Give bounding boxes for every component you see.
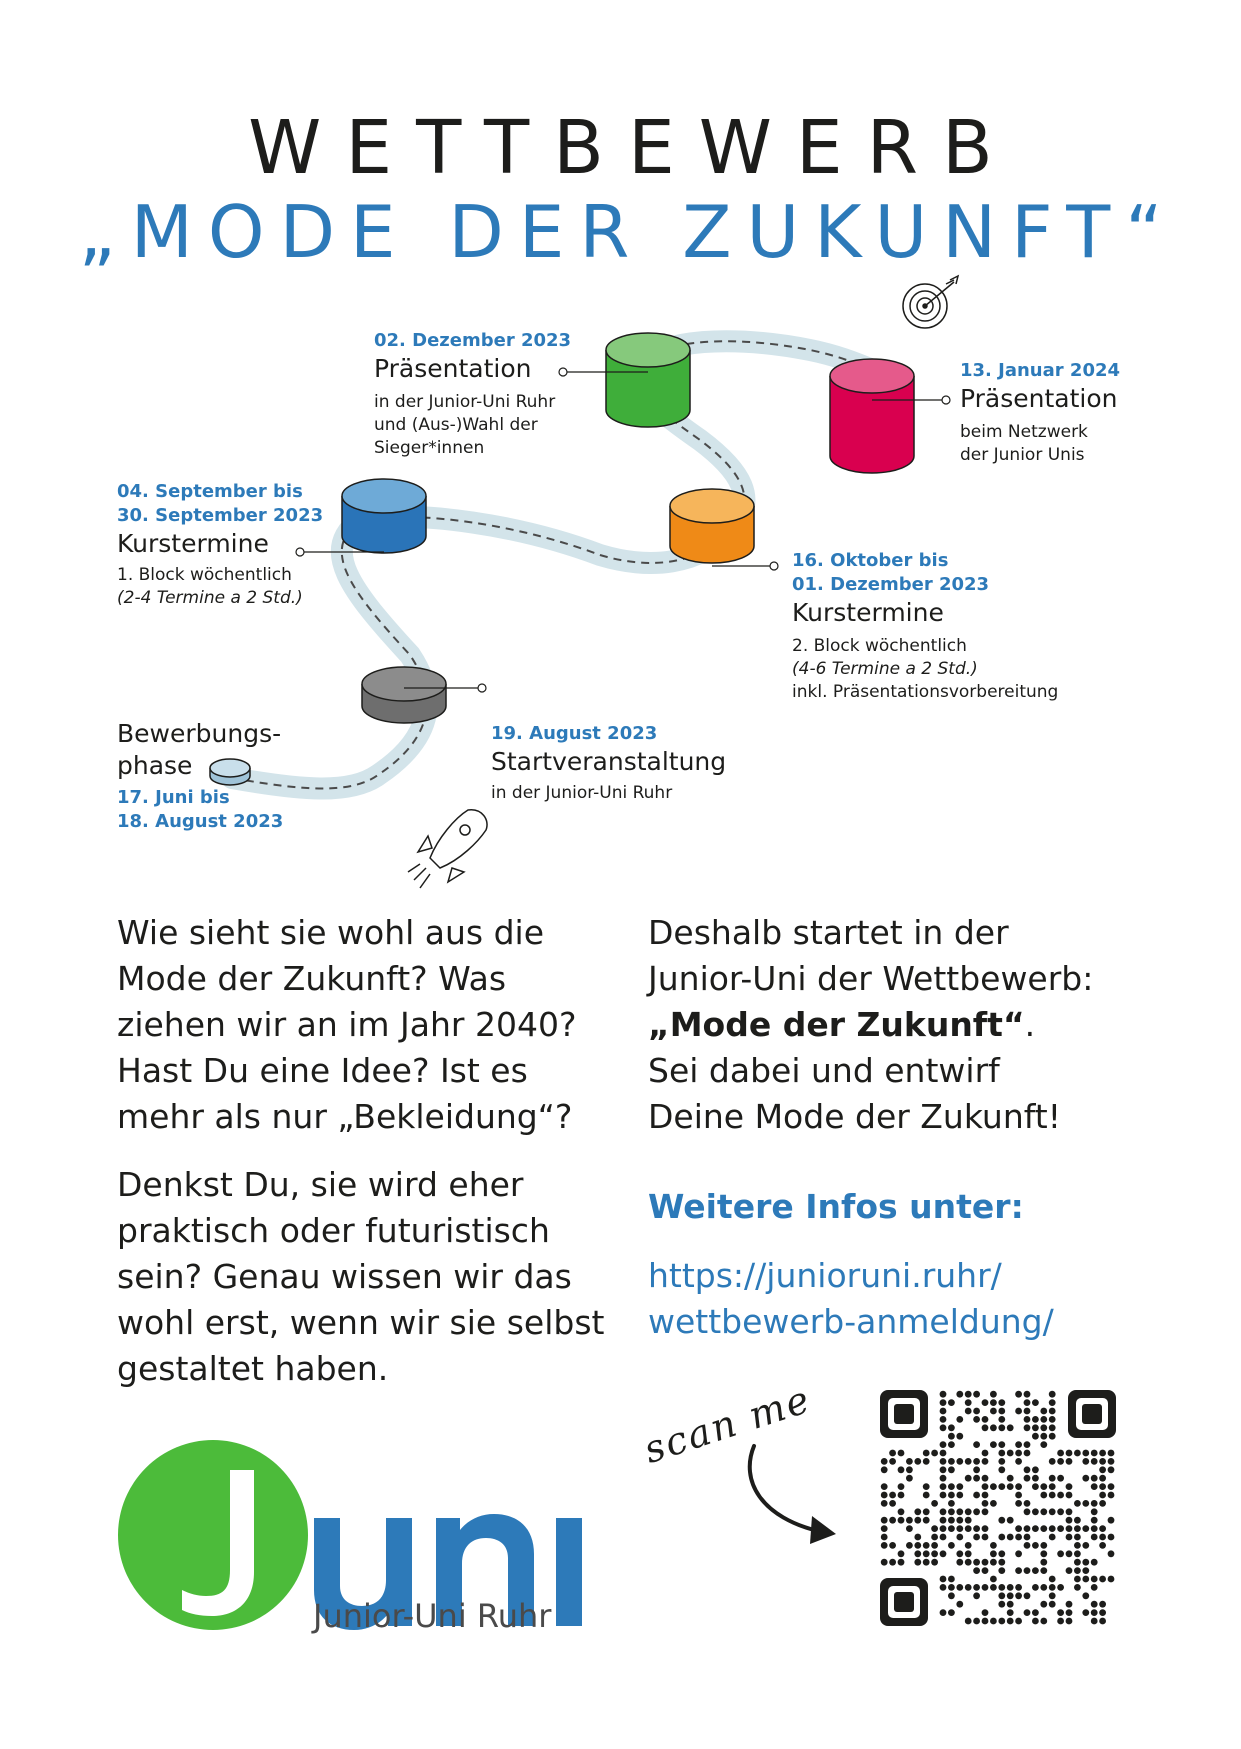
milestone-desc: in der Junior-Uni Ruhr <box>491 783 673 803</box>
milestone-date: 02. Dezember 2023 <box>374 330 572 351</box>
milestone-desc: Sieger*innen <box>374 438 485 458</box>
milestone-bewerbung <box>117 718 283 834</box>
milestone-desc: der Junior Unis <box>960 445 1085 465</box>
qr-code[interactable] <box>880 1390 1116 1626</box>
arrow-icon <box>740 1440 860 1550</box>
milestone-desc: inkl. Präsentationsvorbereitung <box>792 682 1059 702</box>
intro-paragraph-2: Denkst Du, sie wird eher praktisch oder futuristisch sein? Genau wissen wir das wohl erst, wenn wir sie selbst gestaltet haben. <box>117 1165 605 1388</box>
milestone-desc: und (Aus-)Wahl der <box>374 415 538 435</box>
cylinder-kurs1 <box>342 479 426 553</box>
milestone-date: 13. Januar 2024 <box>960 360 1121 381</box>
milestone-desc: (2-4 Termine a 2 Std.) <box>117 588 303 608</box>
info-link[interactable]: https://junioruni.ruhr/ wettbewerb-anmeldung/ <box>648 1256 1054 1341</box>
cylinder-kurs2 <box>670 489 754 563</box>
milestone-date: 17. Juni bis <box>117 787 230 808</box>
competition-name: „Mode der Zukunft“ <box>648 1005 1025 1044</box>
milestone-title: phase <box>117 751 193 780</box>
milestone-kurs1 <box>117 480 323 610</box>
milestone-date: 04. September bis <box>117 481 303 502</box>
milestone-title: Präsentation <box>374 354 532 383</box>
title-line-2: „MODE DER ZUKUNFT“ <box>78 190 1178 274</box>
scan-me-label: scan me <box>638 1376 817 1472</box>
milestone-desc: (4-6 Termine a 2 Std.) <box>792 659 978 679</box>
milestone-kurs2 <box>792 549 1058 704</box>
milestone-title: Bewerbungs- <box>117 719 282 748</box>
milestone-desc: 1. Block wöchentlich <box>117 565 292 585</box>
info-heading: Weitere Infos unter: <box>648 1187 1024 1226</box>
milestone-praes2 <box>960 359 1120 467</box>
milestone-title: Startveranstaltung <box>491 747 727 776</box>
milestone-date: 16. Oktober bis <box>792 550 949 571</box>
milestone-title: Kurstermine <box>117 529 269 558</box>
milestone-start <box>491 722 726 805</box>
logo-subtitle: Junior-Uni Ruhr <box>313 1597 552 1635</box>
call-to-action: Deshalb startet in der Junior-Uni der Wettbewerb: „Mode der Zukunft“. Sei dabei und entwirf Deine Mode der Zukunft! <box>648 913 1094 1136</box>
milestone-date: 30. September 2023 <box>117 505 324 526</box>
milestone-date: 18. August 2023 <box>117 811 284 832</box>
cylinder-praes2 <box>830 359 914 473</box>
milestone-desc: beim Netzwerk <box>960 422 1088 442</box>
milestone-title: Kurstermine <box>792 598 944 627</box>
intro-paragraph-1: Wie sieht sie wohl aus die Mode der Zukunft? Was ziehen wir an im Jahr 2040? Hast Du eine Idee? Ist es mehr als nur „Bekleidung“? <box>117 913 577 1136</box>
milestone-title: Präsentation <box>960 384 1118 413</box>
milestone-desc: 2. Block wöchentlich <box>792 636 967 656</box>
milestone-date: 19. August 2023 <box>491 723 658 744</box>
title-line-1: WETTBEWERB <box>248 105 1017 191</box>
milestone-desc: in der Junior-Uni Ruhr <box>374 392 556 412</box>
milestone-date: 01. Dezember 2023 <box>792 574 990 595</box>
cylinder-start <box>362 667 446 723</box>
cylinder-praes1 <box>606 333 690 427</box>
milestone-praes1 <box>374 329 571 460</box>
target-icon <box>903 276 958 328</box>
rocket-icon <box>408 810 487 888</box>
